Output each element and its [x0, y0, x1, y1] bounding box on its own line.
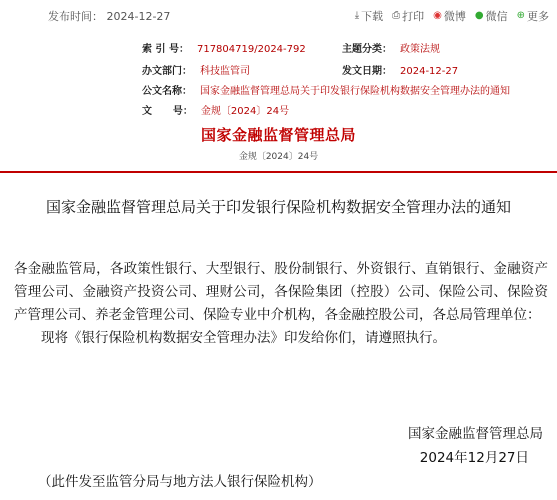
document-title: 国家金融监督管理总局关于印发银行保险机构数据安全管理办法的通知: [45, 198, 511, 216]
meta-office: [142, 62, 250, 77]
meta-date: [342, 62, 458, 77]
meta-name-label: 公文名称：: [142, 86, 192, 97]
distribution-note: （此件发至监管分局与地方法人银行保险机构）: [38, 474, 322, 490]
meta-index-label: 索 引 号：: [142, 44, 189, 55]
document-number: 金规〔2024〕24号: [238, 152, 319, 162]
more-button[interactable]: [517, 8, 549, 24]
share-actions: [355, 8, 549, 24]
meta-date-value: 2024-12-27: [400, 66, 459, 77]
meta-subject: [342, 40, 440, 55]
weibo-button[interactable]: [433, 8, 466, 24]
meta-office-value: 科技监管司: [200, 66, 250, 77]
download-icon: ⤓: [354, 10, 360, 21]
meta-subject-value: 政策法规: [400, 44, 440, 55]
print-button[interactable]: [392, 8, 424, 24]
document-body: [14, 258, 548, 350]
print-label: 打印: [402, 10, 425, 23]
top-toolbar: [0, 0, 557, 28]
meta-docno-value: 金规〔2024〕24号: [200, 106, 290, 117]
issuing-org-heading: 国家金融监督管理总局: [200, 126, 356, 144]
signature-date: 2024年12月27日: [419, 450, 529, 466]
meta-docno-label: 文 号：: [142, 106, 193, 117]
wechat-icon: ●: [474, 10, 484, 21]
meta-subject-label: 主题分类：: [342, 44, 392, 55]
signature-org: 国家金融监督管理总局: [408, 426, 543, 442]
red-divider: [0, 171, 557, 173]
weibo-label: 微博: [443, 10, 466, 23]
download-label: 下载: [361, 10, 384, 23]
publish-date: 发布时间： 2024-12-27: [48, 10, 171, 23]
meta-index: [142, 40, 306, 55]
print-icon: ⎙: [392, 10, 401, 21]
meta-date-label: 发文日期：: [342, 66, 392, 77]
wechat-button[interactable]: [475, 8, 508, 24]
meta-docno: [142, 102, 289, 117]
meta-name-value: 国家金融监督管理总局关于印发银行保险机构数据安全管理办法的通知: [200, 86, 510, 97]
meta-office-label: 办文部门：: [142, 66, 192, 77]
wechat-label: 微信: [485, 10, 508, 23]
meta-name: [142, 82, 510, 97]
more-label: 更多: [527, 10, 549, 23]
meta-index-value: 717804719/2024-792: [196, 44, 306, 55]
body-paragraph: 现将《银行保险机构数据安全管理办法》印发给你们，请遵照执行。: [41, 330, 446, 346]
weibo-icon: ◉: [433, 10, 442, 21]
addressees-paragraph: 各金融监管局，各政策性银行、大型银行、股份制银行、外资银行、直销银行、金融资产管理公司、金融资产投资公司、理财公司，各保险集团（控股）公司、保险公司、保险资产管理公司、养老金管理公司、保险专业中介机构，各金融控股公司，各总局管理单位：: [14, 261, 548, 323]
download-button[interactable]: [355, 8, 383, 24]
more-icon: ⊕: [516, 10, 525, 21]
